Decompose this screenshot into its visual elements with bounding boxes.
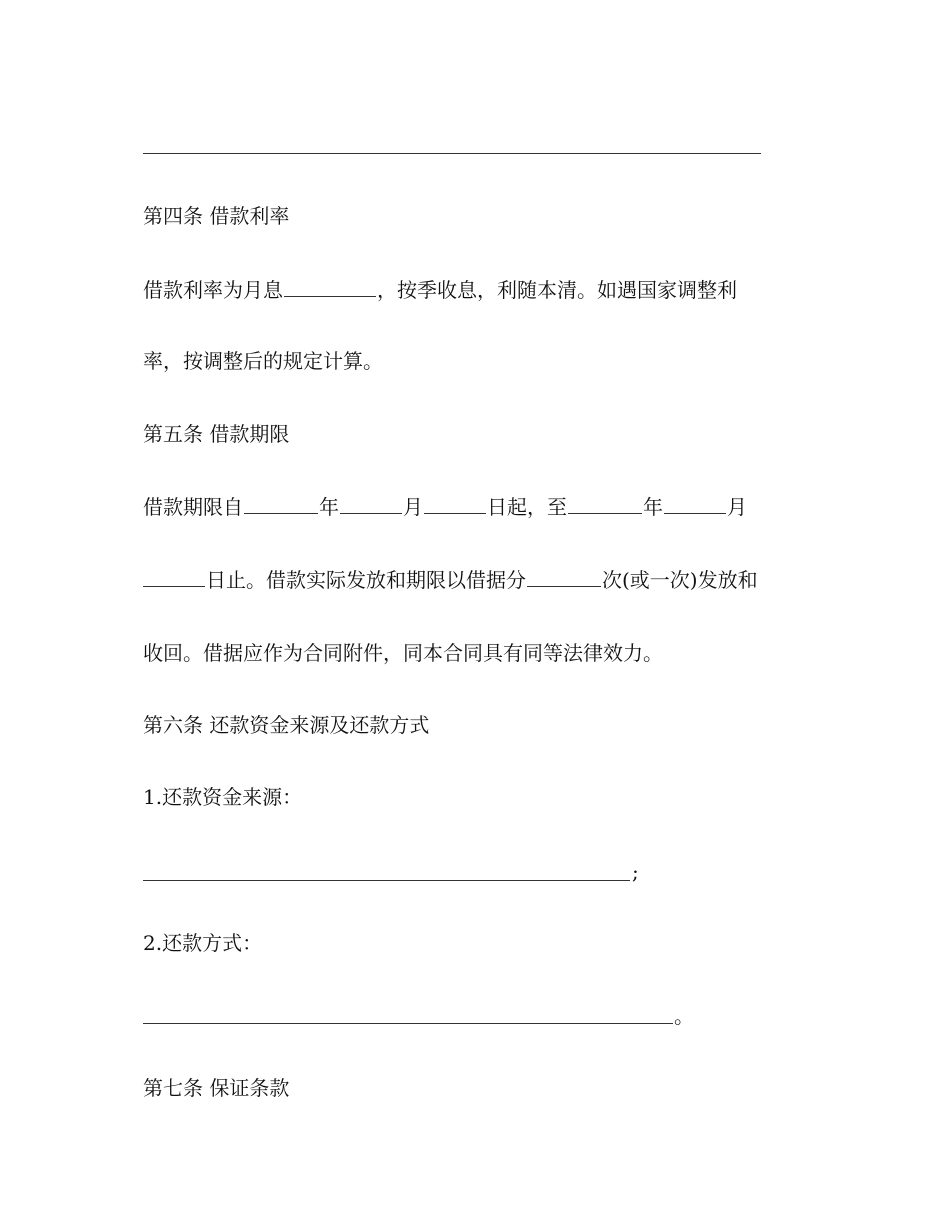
article-5-paragraph-line-2 — [143, 568, 758, 592]
interest-rate-blank — [284, 278, 376, 297]
article-5-paragraph-line-1 — [143, 495, 747, 519]
article-6-item-1: 1.还款资金来源： — [143, 785, 303, 809]
installment-count-blank — [527, 568, 601, 587]
repayment-method-blank — [143, 1023, 673, 1024]
text-segment: 月 — [403, 495, 423, 519]
text-segment: 日起，至 — [487, 495, 567, 519]
end-month-blank — [664, 495, 726, 514]
text-segment: 日止。借款实际发放和期限以借据分 — [206, 568, 526, 592]
text-segment: 年 — [319, 495, 339, 519]
text-segment: 借款利率为月息 — [143, 278, 283, 302]
start-month-blank — [340, 495, 402, 514]
article-6-title: 第六条 还款资金来源及还款方式 — [143, 713, 430, 737]
text-segment: 年 — [643, 495, 663, 519]
article-4-paragraph-line-1 — [143, 278, 737, 302]
text-segment: 借款期限自 — [143, 495, 243, 519]
article-5-title: 第五条 借款期限 — [143, 422, 290, 446]
end-day-blank — [143, 568, 205, 587]
article-5-paragraph-line-3: 收回。借据应作为合同附件，同本合同具有同等法律效力。 — [143, 641, 663, 665]
article-4-title: 第四条 借款利率 — [143, 204, 290, 228]
text-segment: 次(或一次)发放和 — [602, 568, 758, 592]
text-segment: ，按季收息，利随本清。如遇国家调整利 — [377, 278, 737, 302]
article-4-paragraph-line-2: 率，按调整后的规定计算。 — [143, 349, 383, 373]
repayment-method-end-mark: 。 — [674, 1004, 694, 1028]
repayment-source-end-mark: ; — [632, 860, 639, 884]
start-year-blank — [244, 495, 318, 514]
repayment-source-blank — [143, 880, 630, 881]
text-segment: 月 — [727, 495, 747, 519]
end-year-blank — [568, 495, 642, 514]
article-6-item-2: 2.还款方式： — [143, 931, 263, 955]
start-day-blank — [424, 495, 486, 514]
top-blank-rule — [143, 153, 761, 154]
article-7-title: 第七条 保证条款 — [143, 1076, 290, 1100]
